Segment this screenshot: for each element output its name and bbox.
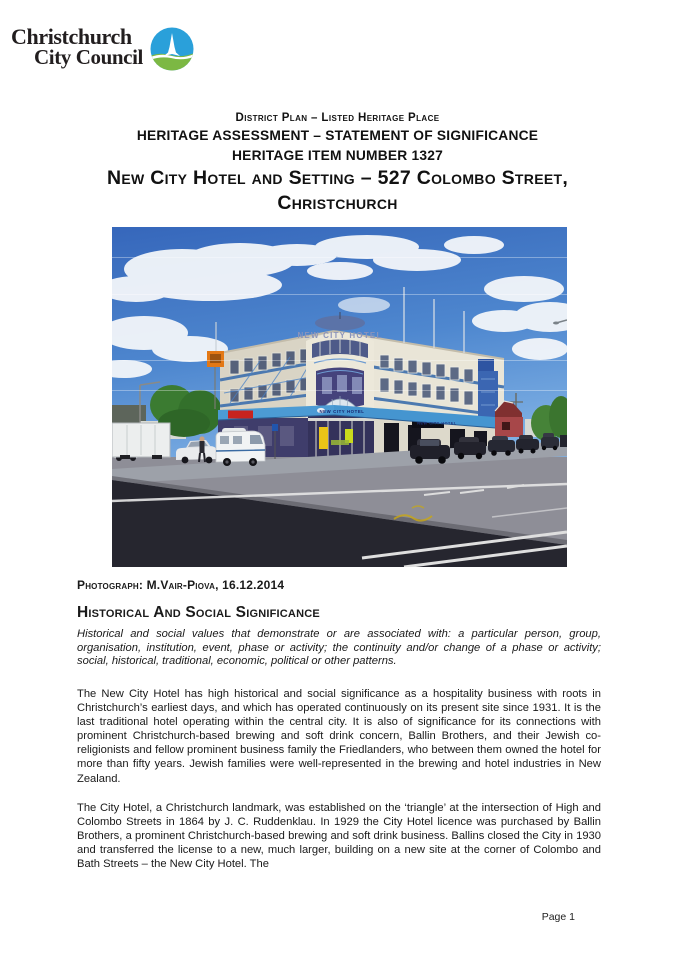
title-block: [0, 112, 675, 216]
parapet-sign-text: NEW CITY HOTEL: [297, 331, 383, 340]
logo-line-christchurch: Christchurch: [11, 24, 132, 49]
page-number: Page 1: [541, 911, 575, 923]
section-intro-italic: Historical and social values that demonstrate or are associated with: a particular person, group, organisation, institution, event, phase or activity; the continuity and/or change of a phase or activity; social, historical, traditional, economic, political or other patterns.: [77, 628, 601, 668]
ccc-crest-icon: [150, 27, 194, 71]
title-heritage-item-number: HERITAGE ITEM NUMBER 1327: [232, 148, 443, 163]
council-logo: [11, 26, 194, 71]
title-heritage-assessment: HERITAGE ASSESSMENT – STATEMENT OF SIGNIFICANCE: [136, 128, 539, 143]
hotel-photograph: [112, 227, 567, 567]
title-district-plan: District Plan – Listed Heritage Place: [235, 112, 440, 124]
photo-caption: Photograph: M.Vair-Piova, 16.12.2014: [77, 578, 285, 592]
photo-road: [112, 441, 567, 567]
canopy-sign-text-right: NEW CITY HOTEL: [417, 421, 457, 426]
logo-line-city-council: City Council: [34, 45, 143, 69]
title-place-name: New City Hotel and Setting – 527 Colombo Street, Christchurch: [106, 167, 569, 214]
hotel-photo-svg: [112, 227, 567, 567]
section-heading: Historical And Social Significance: [77, 604, 320, 621]
body-paragraph-2: The City Hotel, a Christchurch landmark, was established on the ‘triangle’ at the intersection of High and Colombo Streets in 1864 by J. C. Ruddenklau. In 1929 the City Hotel licence was purchased by Ballin Brothers, a prominent Christchurch-based brewing and soft drink business. Ballins closed the City in 1930 and transferred the license to a new, much larger, building on a new site at the corner of Colombo and Bath Streets – the New City Hotel. The: [77, 802, 601, 871]
canopy-sign-text: NEW CITY HOTEL: [319, 408, 365, 414]
council-logo-text: [11, 26, 143, 68]
body-paragraph-1: The New City Hotel has high historical and social significance as a hospitality business with roots in Christchurch’s earliest days, and which has operated continuously on its present site since 1931. It is the last traditional hotel operating within the central city. It is also of significance for its connections with prominent Christchurch-based brewing and soft drink concern, Ballin Brothers, and their Jewish co-religionists and fellow prominent business family the Friedlanders, who between them owned the hotel for more than fifty years. Jewish families were well-represented in the brewing and hotel industries in New Zealand.: [77, 688, 601, 785]
